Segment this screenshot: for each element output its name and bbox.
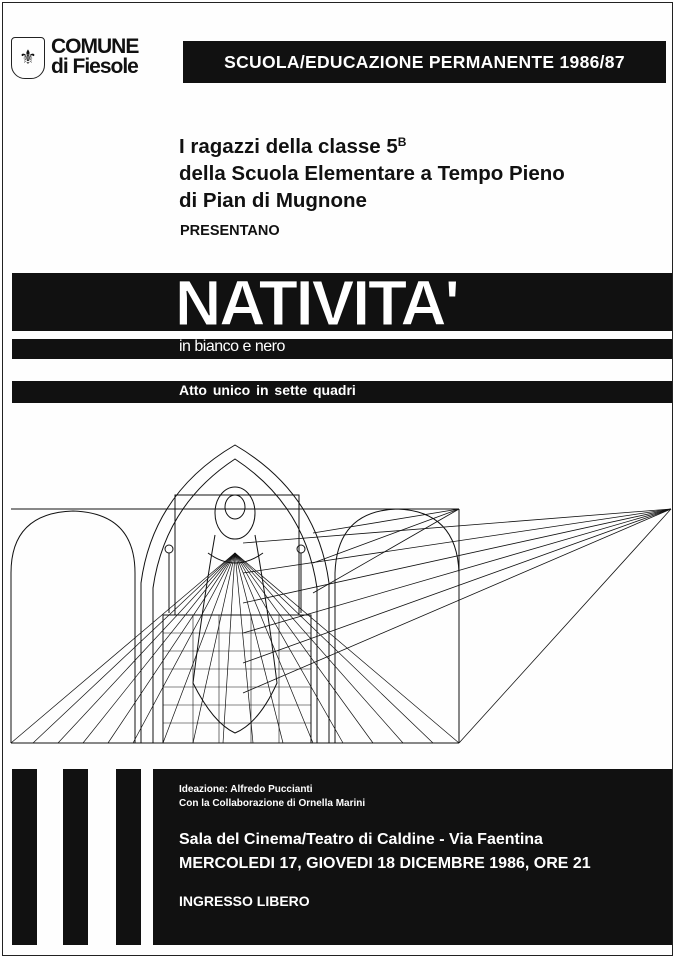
decorative-stripe-1 [12,769,37,945]
comune-logo [11,37,138,79]
intro-text [179,129,565,214]
event-info-block [153,769,673,945]
subtitle-band [12,339,673,359]
perspective-nativity-drawing [3,433,673,753]
show-subtitle: in bianco e nero [179,338,285,355]
event-dates: MERCOLEDI 17, GIOVEDI 18 DICEMBRE 1986, ORE 21 [179,855,591,872]
intro-line-3: di Pian di Mugnone [179,189,367,212]
intro-line-2: della Scuola Elementare a Tempo Pieno [179,162,565,185]
act-description: Atto unico in sette quadri [179,382,356,398]
venue: Sala del Cinema/Teatro di Caldine - Via Faentina [179,831,543,848]
decorative-stripe-2 [63,769,88,945]
entry-note: INGRESSO LIBERO [179,893,310,909]
credit-collaboration: Con la Collaborazione di Ornella Marini [179,798,366,809]
decorative-stripe-3 [116,769,141,945]
presents-label: PRESENTANO [180,223,280,239]
program-header: SCUOLA/EDUCAZIONE PERMANENTE 1986/87 [183,41,666,83]
city-crest-icon: ⚜ [11,37,45,79]
class-superscript: B [397,135,407,149]
credit-idea: Ideazione: Alfredo Puccianti [179,784,313,795]
show-title: NATIVITA' [175,267,458,339]
intro-line-1 [179,129,565,160]
logo-line-fiesole: di Fiesole [51,55,138,78]
logo-line-comune: COMUNE [51,35,139,58]
poster [2,2,673,956]
intro-line-1-text: I ragazzi della classe 5 [179,135,398,158]
logo-text [51,37,138,77]
